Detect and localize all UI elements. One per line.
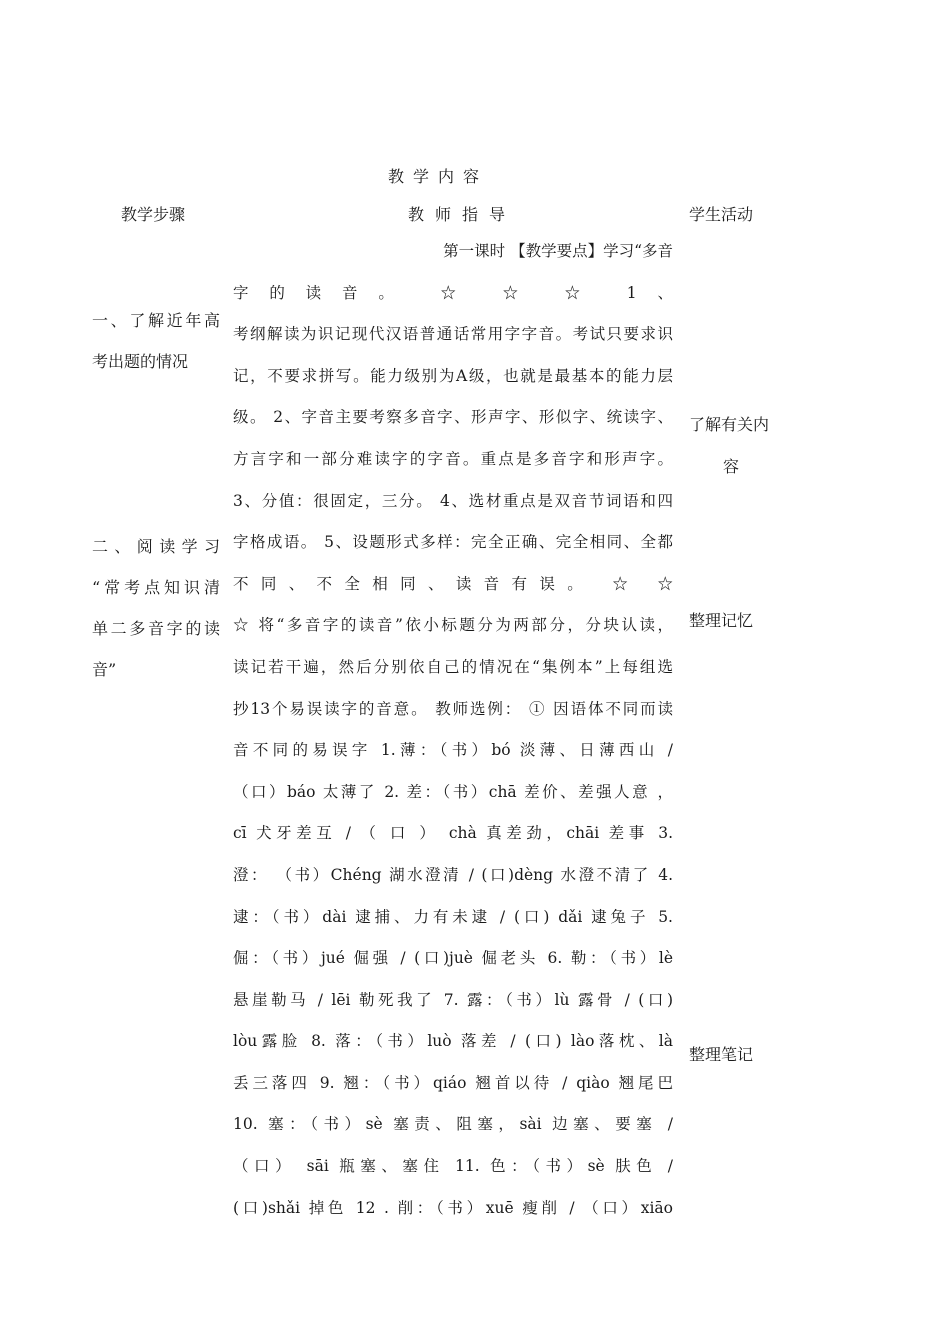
guidance-line: 音不同的易误字 1.薄：（书）bó 淡薄、日薄西山 / [233, 741, 673, 760]
guidance-line: cī 犬牙差互 / （ 口 ） chà 真差劲，chāi 差事 3. [233, 824, 673, 843]
activity-memorize [689, 600, 753, 642]
guidance-line: 方言字和一部分难读字的字音。重点是多音字和形声字。 [233, 449, 673, 468]
step-two [92, 526, 220, 690]
guidance-line: 第一课时 【教学要点】学习“多音 [443, 242, 673, 260]
guidance-line: 抄13个易误读字的音意。 教师选例： ① 因语体不同而读 [233, 699, 673, 718]
column-header-guidance: 教师指导 [408, 205, 517, 224]
step-line: 音” [92, 660, 117, 679]
guidance-line: 澄： （书）Chéng 湖水澄清 / (口)dèng 水澄不清了 4. [233, 865, 673, 884]
guidance-line: 字格成语。 5、设题形式多样：完全正确、完全相同、全都 [233, 533, 673, 552]
guidance-line: (口)shǎi 掉色 12 . 削：（书）xuē 瘦削 / （口）xiāo [233, 1198, 673, 1217]
step-line: “常考点知识清 [92, 578, 220, 597]
guidance-line: 记，不要求拼写。能力级别为A级，也就是最基本的能力层 [233, 366, 673, 385]
step-line: 二、阅读学习 [92, 537, 220, 556]
guidance-line: 3、分值：很固定，三分。 4、选材重点是双音节词语和四 [233, 491, 673, 510]
guidance-line: 丢三落四 9. 翘：（书）qiáo 翘首以待 / qiào 翘尾巴 [233, 1073, 673, 1092]
activity-line: 整理笔记 [689, 1045, 754, 1064]
guidance-line: 字的读音。 ☆ ☆ ☆ 1、 [233, 283, 673, 302]
activity-line: 整理记忆 [689, 611, 754, 630]
guidance-line: （口） sāi 瓶塞、塞住 11. 色：（书）sè 肤色 / [233, 1157, 673, 1176]
activity-understand [689, 404, 779, 488]
activity-line: 了解有关内 [689, 415, 770, 434]
page-title: 教学内容 [388, 167, 489, 186]
column-header-activities: 学生活动 [689, 205, 754, 224]
guidance-line: 倔：（书）jué 倔强 / (口)juè 倔老头 6. 勒：（书）lè [233, 949, 673, 968]
activity-line: 容 [722, 457, 739, 476]
step-line: 一、了解近年高 [92, 311, 220, 330]
guidance-line: 10. 塞：（书）sè 塞责、阻塞，sài 边塞、要塞 / [233, 1115, 673, 1134]
activity-notes [689, 1034, 753, 1076]
guidance-line: 不同、不全相同、读音有误。 ☆ ☆ [233, 574, 673, 593]
guidance-line: 级。 2、字音主要考察多音字、形声字、形似字、统读字、 [233, 408, 673, 427]
column-header-steps: 教学步骤 [121, 205, 186, 224]
guidance-line: 悬崖勒马 / lēi 勒死我了 7. 露：（书）lù 露骨 / (口) [233, 990, 673, 1009]
guidance-line: 读记若干遍，然后分别依自己的情况在“集例本”上每组选 [233, 657, 673, 676]
step-one [92, 300, 220, 382]
guidance-line: 考纲解读为识记现代汉语普通话常用字字音。考试只要求识 [233, 325, 673, 344]
guidance-line: lòu露脸 8. 落：（书）luò 落差 / (口) lào落枕、là [233, 1032, 673, 1051]
guidance-line: 逮：（书）dài 逮捕、力有未逮 / (口) dǎi 逮兔子 5. [233, 907, 673, 926]
guidance-line: ☆ 将“多音字的读音”依小标题分为两部分，分块认读， [233, 616, 673, 635]
guidance-line: （口）báo 太薄了 2. 差：（书）chā 差价、差强人意 ， [233, 782, 673, 801]
step-line: 考出题的情况 [92, 352, 189, 371]
teacher-guidance-text [233, 231, 673, 1229]
step-line: 单二多音字的读 [92, 619, 220, 638]
